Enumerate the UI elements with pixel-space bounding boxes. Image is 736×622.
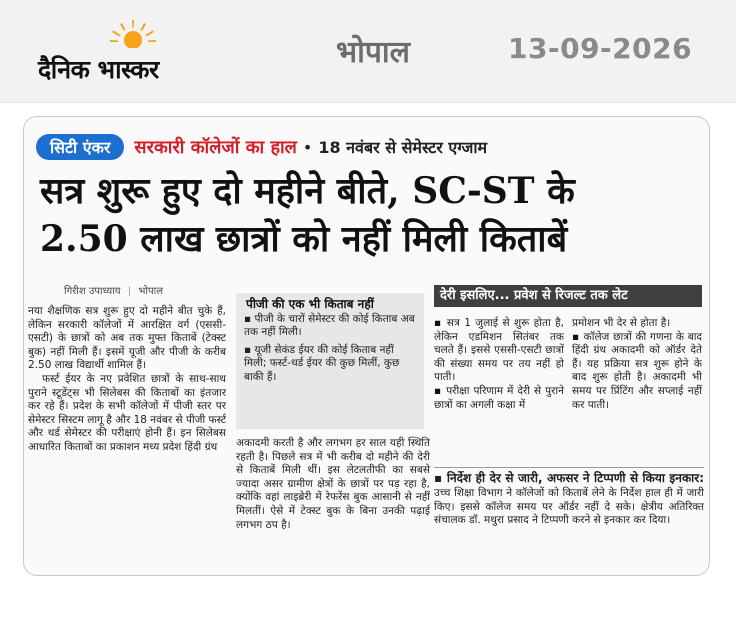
byline <box>64 283 163 297</box>
edition-city: भोपाल <box>336 35 411 70</box>
column-3 <box>434 317 564 412</box>
byline-city: भोपाल <box>138 286 164 297</box>
directive-paragraph <box>434 467 704 528</box>
delay-bullet-text: कॉलेज छात्रों की गणना के बाद हिंदी ग्रंथ अकादमी को ऑर्डर देते हैं। यह प्रक्रिया सत्र शुरू होने के बाद शुरू होती है। अकादमी भी समय पर प्रिंटिंग और सप्लाई नहीं कर पाती। <box>572 330 702 411</box>
column-2: अकादमी करती है और लगभग हर साल यही स्थिति रहती है। पिछले सत्र में भी करीब दो महीने की देरी से किताबें मिली थीं। इस लेटलतीफी का सबसे ज्यादा असर ग्रामीण क्षेत्रों के छात्रों पर पड़ रहा है, क्योंकि वहां लाइब्रेरी में रेफरेंस बुक आसानी से नहीं मिलतीं। ऐसे में टेक्स्ट बुक के बिना उनकी पढ़ाई लगभग ठप है। <box>236 437 430 531</box>
delay-bullet: ▪ सत्र 1 जुलाई से शुरू होता है, लेकिन एडमिशन सितंबर तक चलते हैं। इससे एससी-एसटी छात्रों की संख्या समय पर तय नहीं हो पाती। <box>434 317 564 384</box>
pg-box-title: पीजी की एक भी किताब नहीं <box>246 297 374 311</box>
sun-logo-icon <box>110 20 156 56</box>
directive-text: उच्च शिक्षा विभाग ने कॉलेजों को किताबें लेने के निर्देश हाल ही में जारी किए। इससे कॉलेज समय पर ऑर्डर नहीं दे सके। क्षेत्रीय अतिरिक्त संचालक डॉ. मथुरा प्रसाद ने टिप्पणी करने से इनकार कर दिया। <box>434 486 704 527</box>
column-1 <box>28 305 226 455</box>
paragraph-1: नया शैक्षणिक सत्र शुरू हुए दो महीने बीत चुके हैं, लेकिन सरकारी कॉलेजों में आरक्षित वर्ग (एससी-एसटी) के छात्रों को अब तक मुफ्त किताबें (टेक्स्ट बुक) नहीं मिली हैं। इसमें यूजी और पीजी के करीब 2.50 लाख विद्यार्थी शामिल हैं। <box>28 305 226 372</box>
edition-date: 13-09-2026 <box>508 32 693 65</box>
paragraph-2: फर्स्ट ईयर के नए प्रवेशित छात्रों के साथ-साथ पुराने स्टूडेंट्स भी सिलेबस की किताबों का इंतजार कर रहे हैं। प्रदेश के सभी कॉलेजों में पीजी स्तर पर सेमेस्टर सिस्टम लागू है और 18 नवंबर से पीजी फर्स्ट और थर्ड सेमेस्टर की परीक्षाएं होनी हैं। इन सिलेबस आधारित किताबों का प्रकाशन मध्य प्रदेश हिंदी ग्रंथ <box>28 372 227 453</box>
byline-separator: | <box>127 286 132 297</box>
kicker-strip <box>36 133 487 161</box>
pg-box-list <box>244 313 418 388</box>
delay-bullet-text: सत्र 1 जुलाई से शुरू होता है, लेकिन एडमिशन सितंबर तक चलते हैं। इससे एससी-एसटी छात्रों की संख्या समय पर तय नहीं हो पाती। <box>434 317 564 384</box>
directive-lead: ▪ निर्देश ही देर से जारी, अफसर ने टिप्पणी से किया इनकार: <box>434 471 704 485</box>
masthead <box>0 0 736 103</box>
pg-box-item: ▪ पीजी के चारों सेमेस्टर की कोई किताब अब तक नहीं मिली। <box>244 313 415 339</box>
delay-bullet: ▪ परीक्षा परिणाम में देरी से पुराने छात्रों का अगली कक्षा में <box>434 384 564 411</box>
delay-section-title: देरी इसलिए... प्रवेश से रिजल्ट तक लेट <box>434 285 702 307</box>
logo-wordmark: दैनिक भास्कर <box>38 55 159 84</box>
headline-line-1: सत्र शुरू हुए दो महीने बीते, SC-ST के <box>40 170 575 212</box>
delay-bullet-continued: प्रमोशन भी देर से होता है। <box>572 317 671 329</box>
subkicker: 18 नवंबर से सेमेस्टर एग्जाम <box>318 138 488 157</box>
news-clipping <box>23 116 710 576</box>
bullet-separator: • <box>302 137 313 157</box>
headline <box>40 167 700 263</box>
kicker: सरकारी कॉलेजों का हाल <box>134 137 297 158</box>
headline-line-2: 2.50 लाख छात्रों को नहीं मिली किताबें <box>40 218 568 260</box>
delay-bullet: ▪ कॉलेज छात्रों की गणना के बाद हिंदी ग्रंथ अकादमी को ऑर्डर देते हैं। यह प्रक्रिया सत्र शुरू होने के बाद शुरू होती है। अकादमी भी समय पर प्रिंटिंग और सप्लाई नहीं कर पाती। <box>572 330 702 411</box>
byline-name: गिरीश उपाध्याय <box>64 286 121 297</box>
column-4 <box>572 317 702 412</box>
pg-sidebar-box <box>236 293 424 429</box>
pg-box-item: ▪ यूजी सेकंड ईयर की कोई किताब नहीं मिली; फर्स्ट-थर्ड ईयर की कुछ मिलीं, कुछ बाकी हैं। <box>244 343 400 383</box>
city-anchor-tag: सिटी एंकर <box>36 134 124 160</box>
delay-bullet-text: परीक्षा परिणाम में देरी से पुराने छात्रों का अगली कक्षा में <box>434 384 564 411</box>
dainik-bhaskar-logo[interactable] <box>38 20 228 84</box>
